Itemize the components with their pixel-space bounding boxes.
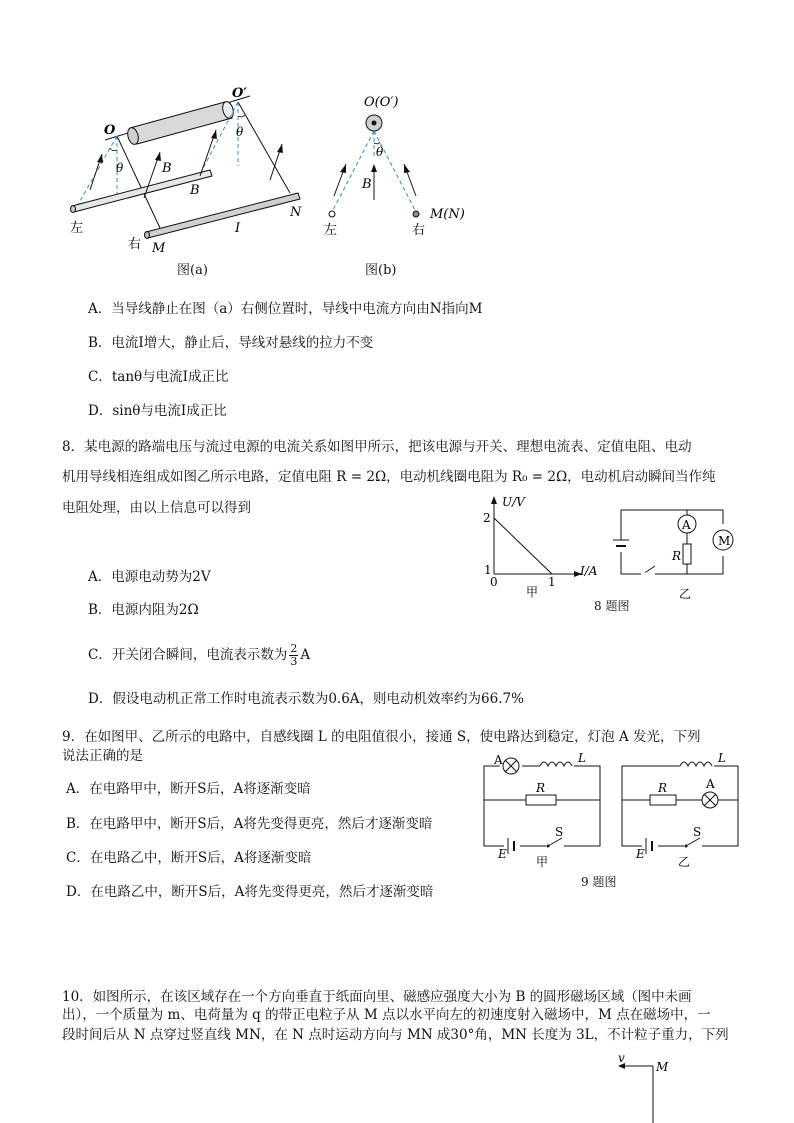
- label-M: M: [152, 241, 166, 256]
- q10-stem-line2: 出），一个质量为 m、电荷量为 q 的带正电粒子从 M 点以水平向左的初速度射入磁场中，M 点在磁场中，一: [62, 1007, 711, 1023]
- figure-a: [60, 80, 310, 280]
- graph-ylabel: U/V: [502, 495, 525, 509]
- label-E-yi: E: [636, 847, 645, 861]
- label-right-a: 右: [128, 237, 142, 252]
- label-left-b: 左: [324, 223, 338, 238]
- q8-option-b: B．电源内阻为2Ω: [88, 602, 199, 618]
- label-ammeter: A: [682, 518, 691, 532]
- label-S-jia: S: [555, 825, 564, 839]
- q8-stem-line1: 8．某电源的路端电压与流过电源的电流关系如图甲所示，把该电源与开关、理想电流表、定值电阻、电动: [62, 439, 692, 455]
- label-theta-a1: θ: [116, 161, 124, 175]
- q8-option-a: A．电源电动势为2V: [88, 569, 211, 585]
- label-L-yi: L: [718, 752, 726, 765]
- graph-caption: 甲: [526, 585, 539, 599]
- q9-stem-line2: 说法正确的是: [62, 748, 143, 764]
- label-OO-prime: O(O′): [364, 95, 399, 110]
- label-B-b: B: [362, 177, 372, 192]
- q8-option-d: D．假设电动机正常工作时电流表示数为0.6A，则电动机效率约为66.7%: [88, 691, 524, 707]
- label-theta-b: θ: [376, 145, 384, 159]
- label-L-jia: L: [578, 752, 586, 765]
- label-lamp-yi: A: [706, 777, 715, 791]
- q10-figure: [610, 1052, 680, 1123]
- label-B-a1: B: [162, 161, 172, 176]
- label-O: O: [104, 123, 116, 138]
- label-MN: M(N): [430, 207, 465, 222]
- q8-fig-caption: 8 题图: [594, 599, 630, 613]
- label-R-jia: R: [536, 781, 546, 795]
- label-S-yi: S: [693, 825, 702, 839]
- q10-stem-line1: 10．如图所示，在该区域存在一个方向垂直于纸面向里、磁感应强度大小为 B 的圆形磁场区域（图中未画: [62, 989, 692, 1005]
- q9-option-c: C．在电路乙中，断开S后，A将逐渐变暗: [66, 850, 312, 866]
- graph-y-top: 2: [483, 511, 491, 525]
- q9-caption-jia: 甲: [536, 855, 549, 869]
- fraction-two-thirds: $\frac{2}{3}$: [290, 642, 298, 668]
- label-lamp-jia: A: [494, 753, 503, 767]
- graph-y-bottom: 1: [484, 563, 492, 577]
- caption-fig-a: 图(a): [177, 263, 208, 278]
- label-O-prime: O′: [232, 86, 247, 101]
- label-M-q10: M: [656, 1060, 669, 1074]
- q9-option-b: B．在电路甲中，断开S后，A将先变得更亮，然后才逐渐变暗: [66, 816, 433, 832]
- q9-fig-caption: 9 题图: [581, 875, 617, 889]
- q7-option-d: D．sinθ与电流I成正比: [88, 403, 227, 419]
- q10-stem-line3: 段时间后从 N 点穿过竖直线 MN，在 N 点时运动方向与 MN 成30°角，MN 长度为 3L，不计粒子重力，下列: [62, 1027, 729, 1043]
- q9-option-a: A．在电路甲中，断开S后，A将逐渐变暗: [66, 781, 311, 797]
- q9-circuit-jia: [478, 752, 608, 872]
- caption-fig-b: 图(b): [365, 263, 397, 278]
- circuit-caption: 乙: [679, 587, 692, 601]
- label-N: N: [290, 205, 302, 220]
- q9-stem-line1: 9．在如图甲、乙所示的电路中，自感线圈 L 的电阻值很小，接通 S，使电路达到稳定，灯泡 A 发光，下列: [62, 729, 701, 745]
- label-I: I: [235, 221, 241, 236]
- q7-option-a: A．当导线静止在图（a）右侧位置时，导线中电流方向由N指向M: [88, 301, 483, 317]
- label-right-b: 右: [412, 223, 426, 238]
- graph-xlabel: I/A: [580, 564, 598, 578]
- graph-x-one: 1: [548, 575, 556, 589]
- q8-graph-jia: [478, 492, 608, 600]
- label-theta-a2: θ: [236, 125, 244, 139]
- q8-stem-line3: 电阻处理，由以上信息可以得到: [62, 500, 251, 516]
- label-left-a: 左: [70, 221, 84, 236]
- q9-option-d: D．在电路乙中，断开S后，A将先变得更亮，然后才逐渐变暗: [66, 884, 434, 900]
- label-B-a2: B: [190, 183, 200, 198]
- q7-option-c: C．tanθ与电流I成正比: [88, 369, 229, 385]
- label-v: v: [618, 1052, 625, 1065]
- q9-circuit-yi: [616, 752, 746, 872]
- right-rod: [145, 193, 301, 239]
- q8-option-c: C．开关闭合瞬间，电流表示数为 $\frac{2}{3}$ A: [88, 642, 311, 668]
- label-R-yi: R: [658, 781, 668, 795]
- conductor-cylinder: [126, 100, 235, 145]
- label-resistor-8: R: [672, 549, 682, 563]
- figure-b: [318, 88, 478, 248]
- graph-x-zero: 0: [490, 575, 498, 589]
- label-E-jia: E: [498, 847, 507, 861]
- label-motor: M: [718, 534, 731, 548]
- q7-option-b: B．电流I增大，静止后，导线对悬线的拉力不变: [88, 335, 374, 351]
- q8-stem-line2: 机用导线相连组成如图乙所示电路，定值电阻 R = 2Ω，电动机线圈电阻为 R₀ = 2Ω，电动机启动瞬间当作纯: [62, 469, 716, 485]
- q9-caption-yi: 乙: [678, 855, 691, 869]
